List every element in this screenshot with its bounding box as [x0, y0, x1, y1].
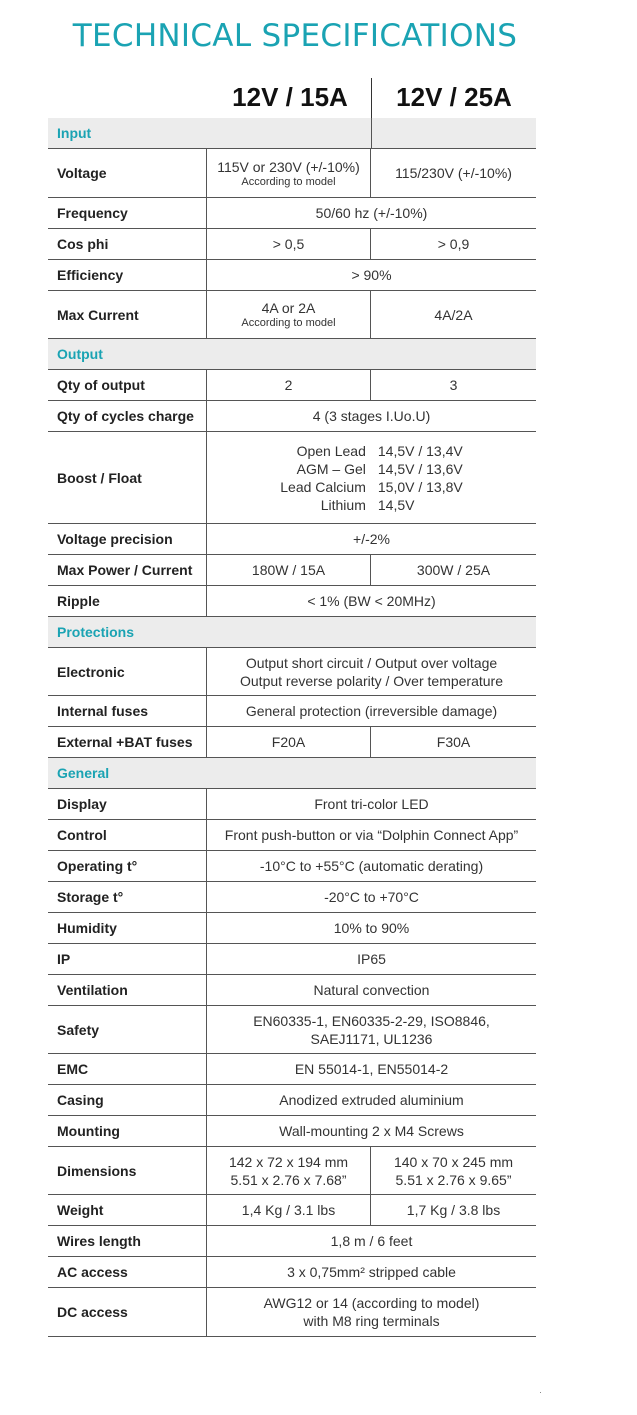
cell-shared: Front push-button or via “Dolphin Connect App”: [224, 827, 519, 843]
cell-shared: 10% to 90%: [333, 920, 410, 936]
cell-shared: IP65: [357, 951, 386, 967]
row-label: Max Power / Current: [48, 555, 207, 585]
row-label: External +BAT fuses: [48, 727, 207, 757]
row-label: Qty of output: [48, 370, 207, 400]
cell-15a: > 0,5: [207, 229, 371, 259]
row-label: Max Current: [48, 291, 207, 338]
section-label: Protections: [57, 624, 135, 640]
row-label: Weight: [48, 1195, 207, 1225]
table-row: [48, 1116, 536, 1147]
table-row: [48, 432, 536, 524]
row-label: Display: [48, 789, 207, 819]
row-label: Mounting: [48, 1116, 207, 1146]
table-row: [48, 555, 536, 586]
section-label: Input: [57, 125, 92, 141]
cell-25a: > 0,9: [437, 236, 470, 252]
table-row: [48, 913, 536, 944]
table-row: [48, 586, 536, 617]
cell-shared: 50/60 hz (+/-10%): [315, 205, 428, 221]
table-row: [48, 789, 536, 820]
row-label: Boost / Float: [48, 432, 207, 523]
table-row: [48, 882, 536, 913]
cell-shared: [207, 432, 536, 523]
table-row: [48, 1054, 536, 1085]
cell-shared: EN60335-1, EN60335-2-29, ISO8846, SAEJ1171, UL1236: [253, 1012, 490, 1047]
section-protections: [48, 617, 536, 648]
table-row: [48, 1257, 536, 1288]
cell-shared: 4 (3 stages I.Uo.U): [312, 408, 431, 424]
cell-shared: 3 x 0,75mm² stripped cable: [287, 1264, 456, 1280]
table-row: [48, 696, 536, 727]
row-label: Electronic: [48, 648, 207, 695]
table-row: [48, 1006, 536, 1054]
section-label: Output: [57, 346, 103, 362]
table-row: [48, 648, 536, 696]
row-label: Storage t°: [48, 882, 207, 912]
cell-shared: EN 55014-1, EN55014-2: [294, 1061, 449, 1077]
table-row: [48, 198, 536, 229]
cell-shared: -20°C to +70°C: [324, 889, 419, 905]
table-row: [48, 149, 536, 198]
table-row: [48, 851, 536, 882]
row-label: Wires length: [48, 1226, 207, 1256]
row-label: Voltage: [48, 149, 207, 197]
row-label: Safety: [48, 1006, 207, 1053]
section-output: [48, 339, 536, 370]
cell-15a: 2: [207, 370, 371, 400]
table-row: [48, 229, 536, 260]
cell-25a: 3: [449, 377, 458, 393]
row-label: Casing: [48, 1085, 207, 1115]
row-label: AC access: [48, 1257, 207, 1287]
cell-shared: AWG12 or 14 (according to model) with M8 ring terminals: [263, 1295, 480, 1329]
spec-table: [48, 118, 536, 1337]
row-label: Internal fuses: [48, 696, 207, 726]
row-label: Humidity: [48, 913, 207, 943]
table-row: [48, 1288, 536, 1337]
cell-shared: > 90%: [351, 267, 392, 283]
table-row: [48, 524, 536, 555]
row-label: Ripple: [48, 586, 207, 616]
cell-15a: 115V or 230V (+/-10%) According to model: [207, 149, 371, 197]
section-general: [48, 758, 536, 789]
row-label: Operating t°: [48, 851, 207, 881]
boost-float-list: Open Lead 14,5V / 13,4V AGM – Gel 14,5V / 13,6V Lead Calcium 15,0V / 13,8V Lithium 14,5V: [280, 442, 463, 513]
cell-25a: F30A: [436, 734, 471, 750]
row-label: Frequency: [48, 198, 207, 228]
row-label: Cos phi: [48, 229, 207, 259]
table-row: [48, 1085, 536, 1116]
cell-25a: 4A/2A: [434, 306, 473, 323]
cell-15a: 180W / 15A: [207, 555, 371, 585]
row-label: Voltage precision: [48, 524, 207, 554]
cell-25a: 300W / 25A: [416, 562, 491, 578]
row-label: Control: [48, 820, 207, 850]
cell-shared: +/-2%: [353, 531, 390, 547]
cell-25a: 140 x 70 x 245 mm 5.51 x 2.76 x 9.65”: [393, 1153, 514, 1188]
table-row: [48, 291, 536, 339]
row-label: DC access: [48, 1288, 207, 1336]
cell-shared: -10°C to +55°C (automatic derating): [259, 858, 484, 874]
section-label: General: [57, 765, 110, 781]
cell-shared: General protection (irreversible damage): [245, 703, 498, 719]
table-row: [48, 820, 536, 851]
cell-shared: Anodized extruded aluminium: [279, 1092, 464, 1108]
table-row: [48, 944, 536, 975]
row-label: Ventilation: [48, 975, 207, 1005]
stray-dot: [540, 1392, 541, 1393]
section-input: [48, 118, 536, 149]
table-row: [48, 727, 536, 758]
row-label: IP: [48, 944, 207, 974]
row-label: Qty of cycles charge: [48, 401, 207, 431]
cell-shared: Natural convection: [313, 982, 430, 998]
cell-25a: 1,7 Kg / 3.8 lbs: [406, 1202, 501, 1218]
column-header-15a: 12V / 15A: [232, 82, 348, 112]
cell-shared: 1,8 m / 6 feet: [330, 1233, 413, 1249]
cell-shared: Output short circuit / Output over voltage Output reverse polarity / Over temperature: [240, 654, 503, 689]
cell-shared: Wall-mounting 2 x M4 Screws: [279, 1123, 464, 1139]
cell-15a: 142 x 72 x 194 mm 5.51 x 2.76 x 7.68”: [207, 1147, 371, 1194]
row-label: EMC: [48, 1054, 207, 1084]
table-row: [48, 260, 536, 291]
cell-shared: < 1% (BW < 20MHz): [307, 593, 436, 609]
cell-25a: 115/230V (+/-10%): [395, 165, 512, 181]
table-row: [48, 1147, 536, 1195]
page-title: TECHNICAL SPECIFICATIONS: [72, 18, 518, 54]
table-row: [48, 1226, 536, 1257]
column-header-25a: 12V / 25A: [396, 82, 512, 112]
cell-15a: 1,4 Kg / 3.1 lbs: [207, 1195, 371, 1225]
row-label: Dimensions: [48, 1147, 207, 1194]
cell-shared: Front tri-color LED: [314, 796, 429, 812]
table-row: [48, 370, 536, 401]
table-row: [48, 975, 536, 1006]
table-row: [48, 401, 536, 432]
row-label: Efficiency: [48, 260, 207, 290]
table-row: [48, 1195, 536, 1226]
cell-15a: F20A: [207, 727, 371, 757]
cell-15a: 4A or 2A According to model: [207, 291, 371, 338]
